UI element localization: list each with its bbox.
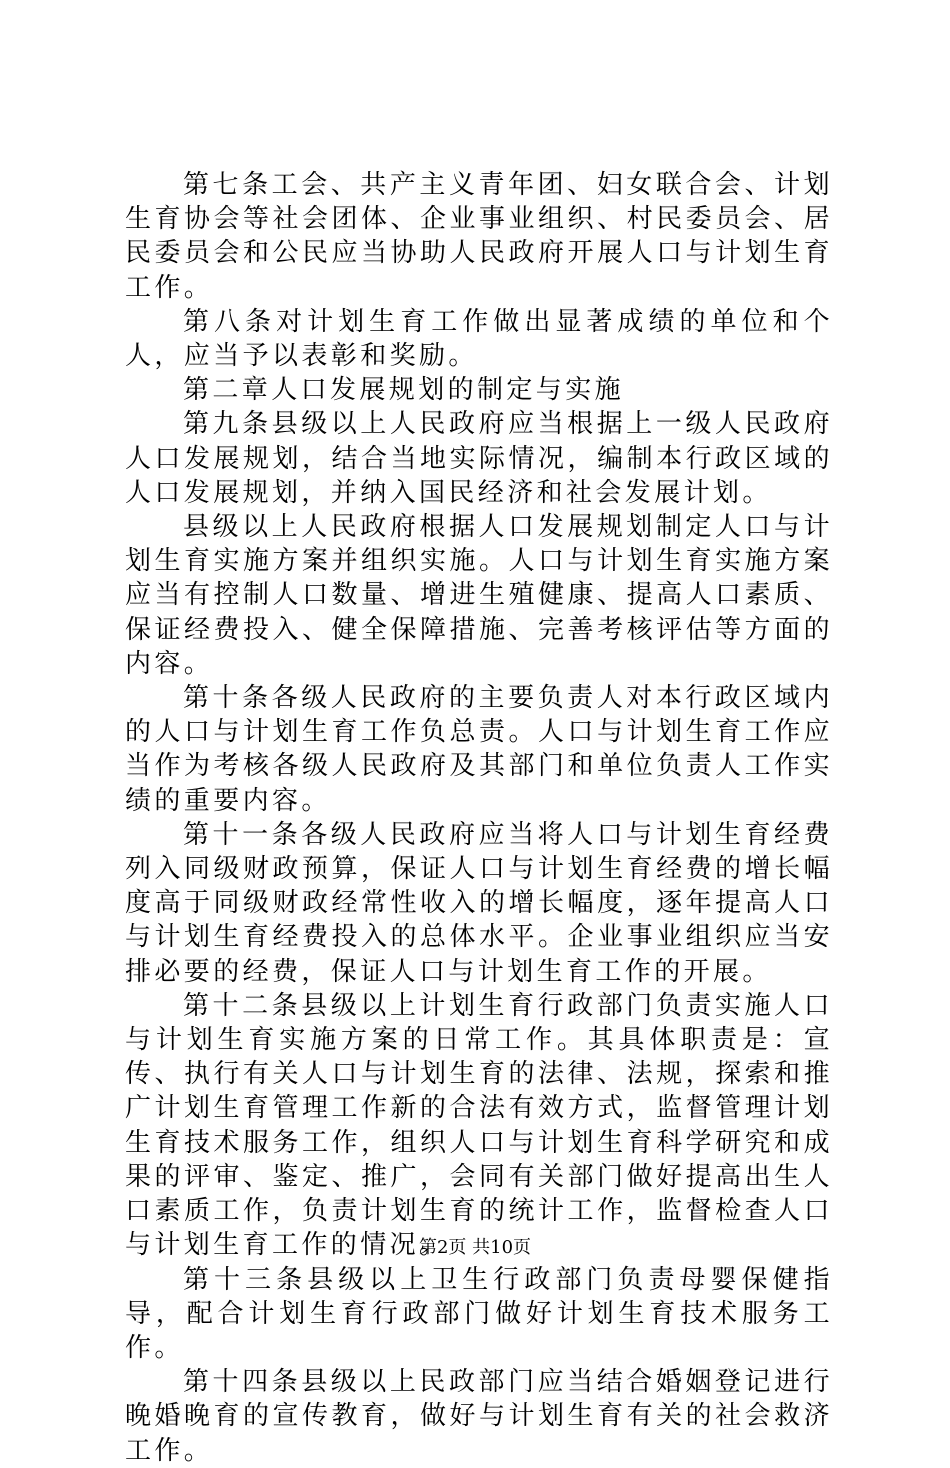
paragraph-article-7: 第七条工会、共产主义青年团、妇女联合会、计划生育协会等社会团体、企业事业组织、村民委员会、居民委员会和公民应当协助人民政府开展人口与计划生育工作。 — [125, 170, 833, 303]
paragraph-implementation-plan: 县级以上人民政府根据人口发展规划制定人口与计划生育实施方案并组织实施。人口与计划生育实施方案应当有控制人口数量、增进生殖健康、提高人口素质、保证经费投入、健全保障措施、完善考核评估等方面的内容。 — [125, 512, 833, 679]
chapter-heading: 第二章人口发展规划的制定与实施 — [183, 375, 625, 406]
paragraph-article-13: 第十三条县级以上卫生行政部门负责母婴保健指导，配合计划生育行政部门做好计划生育技术服务工作。 — [125, 1264, 833, 1363]
paragraph-article-12: 第十二条县级以上计划生育行政部门负责实施人口与计划生育实施方案的日常工作。其具体职责是：宣传、执行有关人口与计划生育的法律、法规，探索和推广计划生育管理工作新的合法有效方式，监督管理计划生育技术服务工作，组织人口与计划生育科学研究和成果的评审、鉴定、推广，会同有关部门做好提高出生人口素质工作，负责计划生育的统计工作，监督检查人口与计划生育工作的情况。 — [125, 990, 833, 1261]
paragraph-article-8: 第八条对计划生育工作做出显著成绩的单位和个人，应当予以表彰和奖励。 — [125, 306, 833, 372]
document-body — [125, 168, 833, 1468]
page-number-footer: 第2页 共10页 — [418, 1237, 532, 1258]
paragraph-article-11: 第十一条各级人民政府应当将人口与计划生育经费列入同级财政预算，保证人口与计划生育经费的增长幅度高于同级财政经常性收入的增长幅度，逐年提高人口与计划生育经费投入的总体水平。企业事业组织应当安排必要的经费，保证人口与计划生育工作的开展。 — [125, 819, 833, 987]
paragraph-article-10: 第十条各级人民政府的主要负责人对本行政区域内的人口与计划生育工作负总责。人口与计划生育工作应当作为考核各级人民政府及其部门和单位负责人工作实绩的重要内容。 — [125, 683, 833, 816]
paragraph-article-9: 第九条县级以上人民政府应当根据上一级人民政府人口发展规划，结合当地实际情况，编制本行政区域的人口发展规划，并纳入国民经济和社会发展计划。 — [125, 409, 833, 508]
paragraph-article-14: 第十四条县级以上民政部门应当结合婚姻登记进行晚婚晚育的宣传教育，做好与计划生育有关的社会救济工作。 — [125, 1367, 833, 1466]
